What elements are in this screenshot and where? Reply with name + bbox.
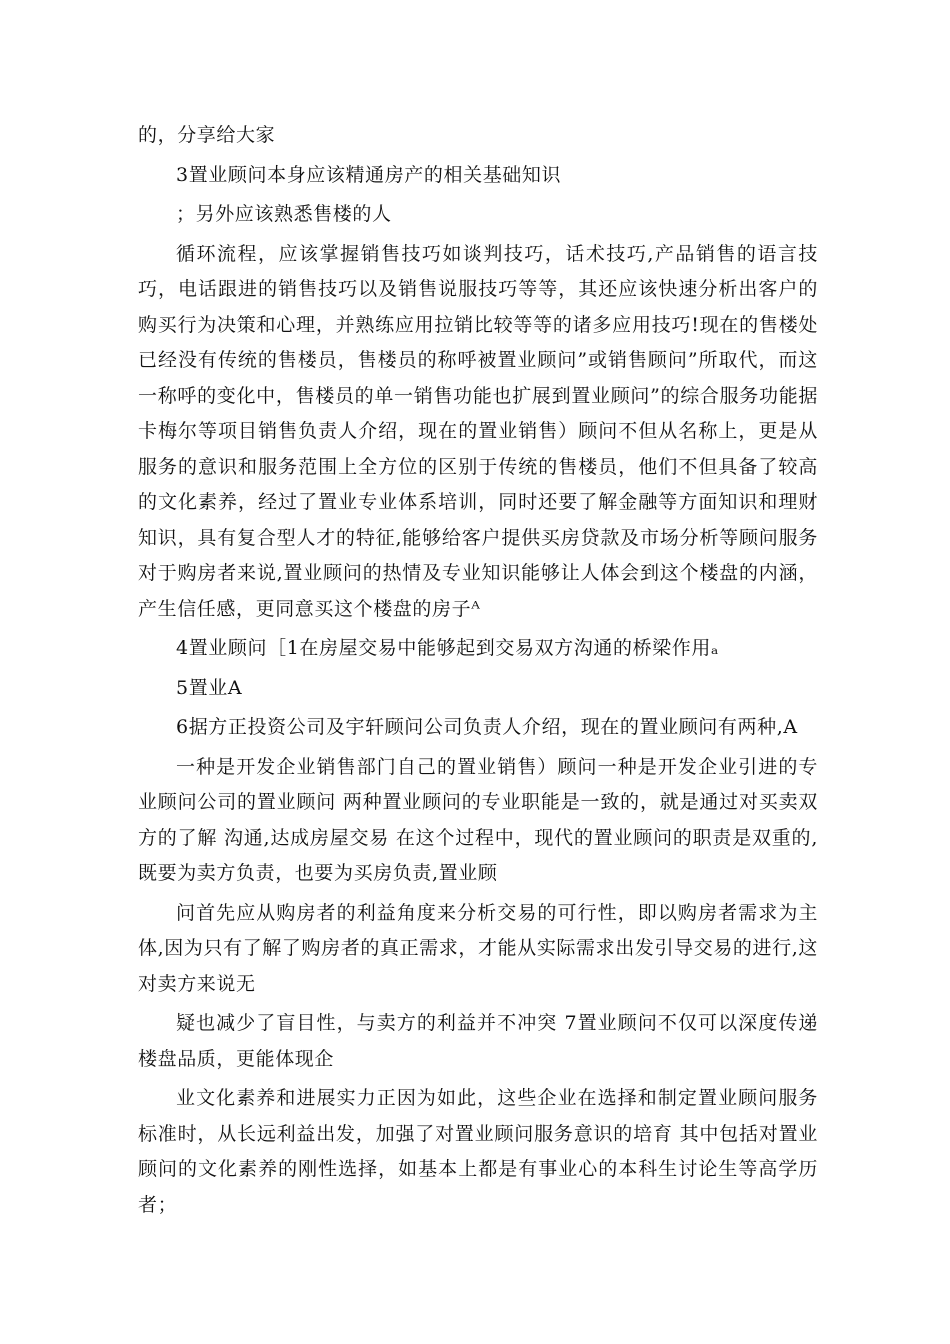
paragraph-10: 疑也减少了盲目性，与卖方的利益并不冲突 7置业顾问不仅可以深度传递楼盘品质，更能体现企 — [138, 1012, 818, 1070]
document-body — [138, 118, 818, 1227]
paragraph-8: 一种是开发企业销售部门自己的置业销售）顾问一种是开发企业引进的专业顾问公司的置业顾问 两种置业顾问的专业职能是一致的，就是通过对买卖双方的了解 沟通,达成房屋交易 在这个过程中，现代的置业顾问的职责是双重的,既要为卖方负责，也要为买房负责,置业顾 — [138, 755, 818, 884]
paragraph-3: ；另外应该熟悉售楼的人 — [176, 203, 392, 225]
paragraph-4: 循环流程，应该掌握销售技巧如谈判技巧，话术技巧,产品销售的语言技巧，电话跟进的销售技巧以及销售说服技巧等等，其还应该快速分析出客户的购买行为决策和心理，并熟练应用拉销比较等等的诸多应用技巧!现在的售楼处已经没有传统的售楼员，售楼员的称呼被置业顾问”或销售顾问”所取代，而这一称呼的变化中，售楼员的单一销售功能也扩展到置业顾问”的综合服务功能据卡梅尔等项目销售负责人介绍，现在的置业销售）顾问不但从名称上，更是从服务的意识和服务范围上全方位的区别于传统的售楼员，他们不但具备了较高的文化素养，经过了置业专业体系培训，同时还要了解金融等方面知识和理财知识，具有复合型人才的特征,能够给客户提供买房贷款及市场分析等顾问服务对于购房者来说,置业顾问的热情及专业知识能够让人体会到这个楼盘的内涵，产生信任感，更同意买这个楼盘的房子ᴬ — [138, 242, 818, 620]
paragraph-11: 业文化素养和进展实力正因为如此，这些企业在选择和制定置业顾问服务标准时，从长远利益出发，加强了对置业顾问服务意识的培育 其中包括对置业顾问的文化素养的刚性选择，如基本上都是有事业心的本科生讨论生等高学历者； — [138, 1087, 818, 1216]
paragraph-6: 5置业A — [176, 676, 243, 699]
paragraph-2: 3置业顾问本身应该精通房产的相关基础知识 — [176, 163, 562, 186]
paragraph-7: 6据方正投资公司及宇轩顾问公司负责人介绍，现在的置业顾问有两种,A — [176, 716, 798, 738]
paragraph-5: 4置业顾问［1在房屋交易中能够起到交易双方沟通的桥梁作用ₐ — [176, 637, 719, 659]
paragraph-1: 的，分享给大家 — [138, 124, 276, 146]
paragraph-9: 问首先应从购房者的利益角度来分析交易的可行性，即以购房者需求为主体,因为只有了解了购房者的真正需求，才能从实际需求出发引导交易的进行,这对卖方来说无 — [138, 901, 818, 995]
